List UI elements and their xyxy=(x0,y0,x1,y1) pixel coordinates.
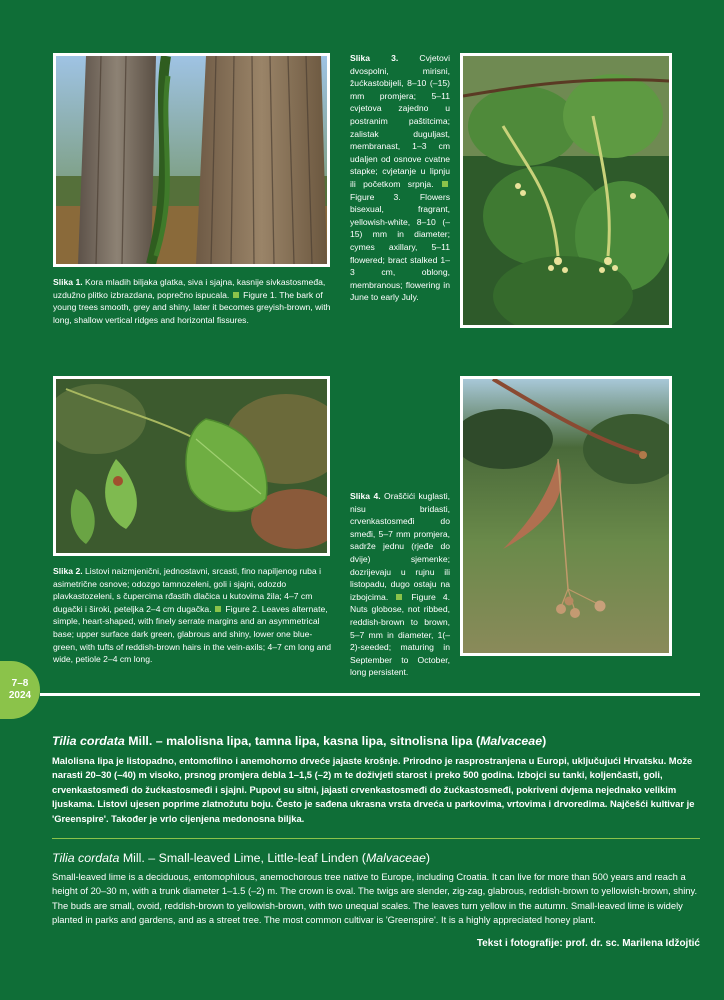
hr-heading-close: ) xyxy=(542,734,547,748)
credit-line: Tekst i fotografije: prof. dr. sc. Marilena Idžojtić xyxy=(476,938,700,949)
issue-badge xyxy=(0,661,40,719)
photo-flowers xyxy=(460,53,672,328)
caption-figure-1-hr-label: Slika 1. xyxy=(53,277,83,287)
hr-species-name: Tilia cordata xyxy=(52,734,125,748)
photo-leaves xyxy=(53,376,330,556)
hr-section-body: Malolisna lipa je listopadno, entomofilno i anemohorno drveće jajaste krošnje. Prirodno je rasprostranjena u Europi, uključujući Hrvatsku. Može narasti 20–30 (–40) m visoko, prsnog promjera debla 1–1,5 (–2) m te doživjeti starost i preko 500 godina. Izbojci su tanki, koljenčasti, goli, crvenkastosmeđi do žućkastosmeđi i sjajni. Pupovi su sitni, jajasti crvenkastosmeđi do žućkastosmeđi, pokriveni dvjema nejednako velikim ljuskama. Listovi ujesen poprime zlatnožutu boju. Često je sađena ukrasna vrsta drveća u parkovima, vrtovima i drvoredima. Najčešći kultivar je 'Greenspire'. Također je vrlo cijenjena medonosna biljka. xyxy=(52,755,695,824)
hr-common-names: Mill. – malolisna lipa, tamna lipa, kasna lipa, sitnolisna lipa ( xyxy=(124,734,481,748)
caption-figure-2 xyxy=(53,565,333,666)
caption-figure-1-hr-text: Kora mladih biljaka glatka, siva i sjajna, kasnije sivkastosmeđa, uzdužno plitko izbrazdana, poprečno ispucala. xyxy=(53,277,326,300)
en-species-name: Tilia cordata xyxy=(52,851,120,865)
language-divider xyxy=(52,838,700,839)
hr-family-name: Malvaceae xyxy=(480,734,543,748)
en-heading-close: ) xyxy=(425,851,430,865)
square-bullet-icon xyxy=(442,181,448,187)
caption-figure-2-hr-label: Slika 2. xyxy=(53,566,83,576)
square-bullet-icon xyxy=(396,594,402,600)
caption-figure-1-en-label: Figure 1. xyxy=(243,289,277,300)
en-common-names: Mill. – Small-leaved Lime, Little-leaf Linden ( xyxy=(119,851,366,865)
caption-figure-2-en-label: Figure 2. xyxy=(225,603,260,614)
caption-figure-3-en-label: Figure 3. xyxy=(350,191,401,202)
square-bullet-icon xyxy=(233,292,239,298)
caption-figure-4-hr-text: Oraščići kuglasti, nisu bridasti, crvenkastosmeđi do smeđi, 5–7 mm promjera, sadrže jednu (rjeđe do dvije) sjemenke; dozrijevaju u rujnu ili listopadu, dugo ostaju na izbojcima. xyxy=(350,491,451,602)
caption-figure-4-en-text: Nuts globose, not ribbed, reddish-brown to brown, 5–7 mm in diameter, 1(–2)-seeded; maturing in September to October, long persistent. xyxy=(350,604,450,678)
caption-figure-1-en-text: The bark of young trees smooth, grey and shiny, later it becomes greyish-brown, with long, shallow vertical ridges and horizontal fissures. xyxy=(53,289,331,325)
caption-figure-4-hr-label: Slika 4. xyxy=(350,491,381,501)
en-family-name: Malvaceae xyxy=(365,851,426,865)
hr-section-heading xyxy=(52,734,546,748)
issue-badge-number: 7–8 xyxy=(11,678,29,689)
square-bullet-icon xyxy=(215,606,221,612)
caption-figure-3 xyxy=(350,52,450,304)
caption-figure-2-en-text: Leaves alternate, simple, heart-shaped, with finely serrate margins and an asymmetrical base; upper surface dark green, glabrous and shiny, lower one blue-green, with tufts of reddish-brown hairs in the vein-axils; 4–7 cm long and wide, petiole 2–4 cm long. xyxy=(53,603,332,665)
caption-figure-1 xyxy=(53,276,333,326)
caption-figure-3-hr-label: Slika 3. xyxy=(350,53,399,63)
caption-figure-4 xyxy=(350,490,450,679)
en-section-heading xyxy=(52,851,430,865)
caption-figure-3-en-text: Flowers bisexual, fragrant, yellowish-white, 8–10 (–15) mm in diameter; cymes axillary, 5–11 flowered; bract stalked 1–3 cm, oblong, membranous; flowering in June to early July. xyxy=(350,191,450,303)
caption-figure-3-hr-text: Cvjetovi dvospolni, mirisni, žućkastobijeli, 8–10 (–15) mm promjera; 5–11 cvjetova zajedno u postranim paštitcima; zalistak duguljast, membranast, 1–3 cm udaljen od osnove cvatne stapke; cvjetanje u lipnju ili početkom srpnja. xyxy=(350,53,450,189)
issue-badge-year: 2024 xyxy=(8,690,32,701)
caption-figure-2-hr-text: Listovi naizmjenični, jednostavni, srcasti, fino napiljenog ruba i asimetrične osnove; odozgo tamnozeleni, goli i sjajni, odozdo plavkastozeleni, s čupercima rđastih dlačica u kutovima žila; 4–7 cm dugački i široki, peteljka 2–4 cm dugačka. xyxy=(53,566,321,614)
caption-figure-4-en-label: Figure 4. xyxy=(411,591,451,602)
section-divider xyxy=(40,693,700,696)
photo-bark xyxy=(53,53,330,267)
photo-nuts xyxy=(460,376,672,656)
en-section-body: Small-leaved lime is a deciduous, entomophilous, anemochorous tree native to Europe, including Croatia. It can live for more than 500 years and reach a height of 20–30 m, with a trunk diameter 1–1.5 (–2) m. The crown is oval. The twigs are slender, zig-zag, glabrous, reddish-brown to yellowish-brown, shiny. The buds are small, ovoid, reddish-brown to yellowish-brown, with two unequal scales. The leaves turn yellow in the autumn. Small-leaved lime is widely planted in parks and gardens, and as a street tree. The most common cultivar is 'Greenspire'. It is a highly appreciated honey plant. xyxy=(52,871,698,926)
